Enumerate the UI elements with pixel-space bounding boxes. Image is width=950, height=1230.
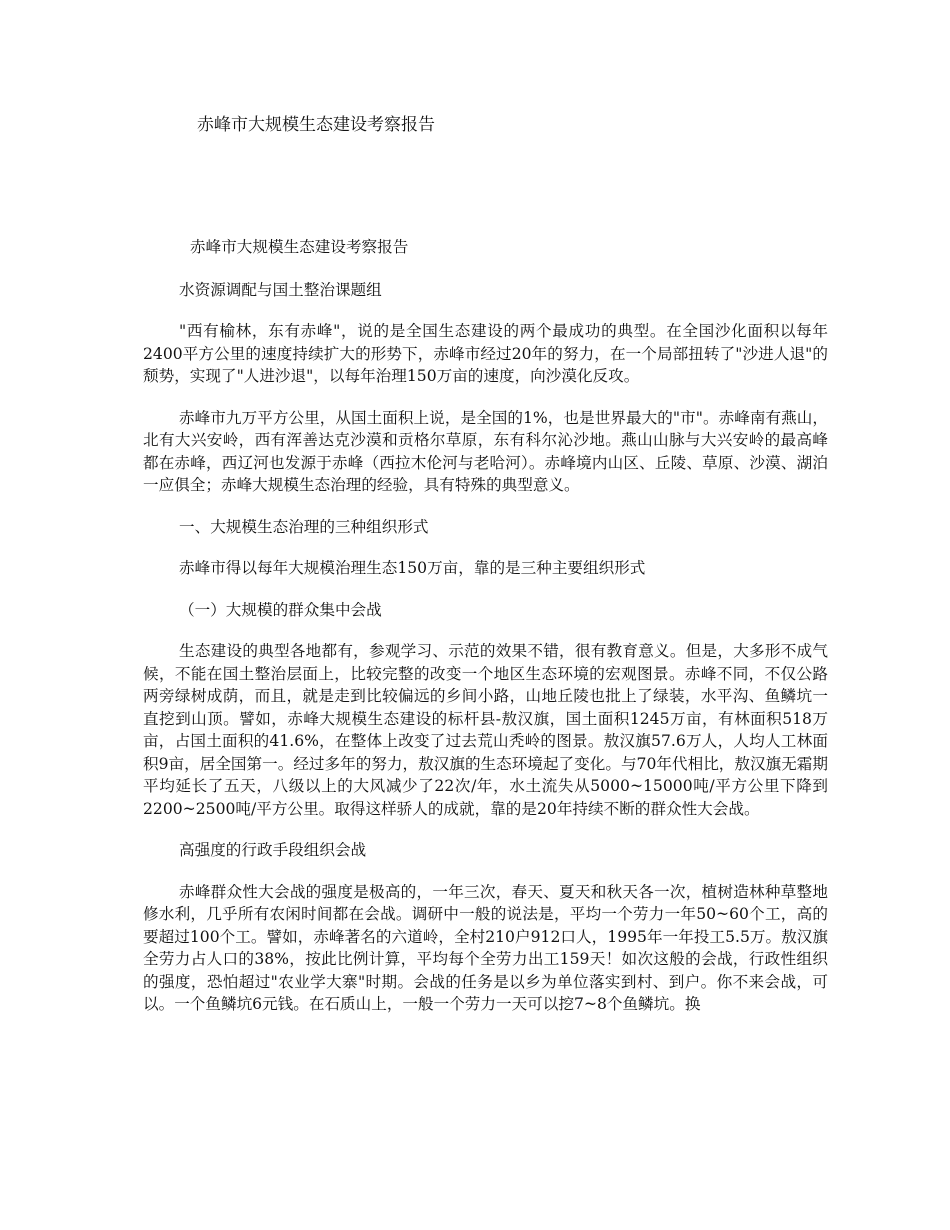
report-author: 水资源调配与国土整治课题组 bbox=[179, 280, 382, 299]
paragraph-geography: 赤峰市九万平方公里，从国土面积上说，是全国的1%，也是世界最大的"市"。赤峰南有燕山，北有大兴安岭，西有浑善达克沙漠和贡格尔草原，东有科尔沁沙地。燕山山脉与大兴安岭的最高峰都在赤峰，西辽河也发源于赤峰（西拉木伦河与老哈河）。赤峰境内山区、丘陵、草原、沙漠、湖泊一应俱全；赤峰大规模生态治理的经验，具有特殊的典型意义。 bbox=[143, 408, 828, 494]
section-intro: 赤峰市得以每年大规模治理生态150万亩，靠的是三种主要组织形式 bbox=[179, 559, 646, 577]
section-heading: 一、大规模生态治理的三种组织形式 bbox=[179, 517, 429, 536]
document-body bbox=[143, 236, 828, 1035]
subsection-paragraph-2: 赤峰群众性大会战的强度是极高的，一年三次，春天、夏天和秋天各一次，植树造林种草整地修水利，几乎所有农闲时间都在会战。调研中一般的说法是，平均一个劳力一年50~60个工，高的要超过100个工。譬如，赤峰著名的六道岭，全村210户912口人，1995年一年投工5.5万。敖汉旗全劳力占人口的38%，按此比例计算，平均每个全劳力出工159天！如次这般的会战，行政性组织的强度，恐怕超过"农业学大寨"时期。会战的任务是以乡为单位落实到村、到户。你不来会战，可以。一个鱼鳞坑6元钱。在石质山上，一般一个劳力一天可以挖7~8个鱼鳞坑。换 bbox=[143, 882, 828, 1013]
paragraph-intro: "西有榆林，东有赤峰"，说的是全国生态建设的两个最成功的典型。在全国沙化面积以每年2400平方公里的速度持续扩大的形势下，赤峰市经过20年的努力，在一个局部扭转了"沙进人退"的颓势，实现了"人进沙退"，以每年治理150万亩的速度，向沙漠化反攻。 bbox=[143, 322, 828, 385]
document-title: 赤峰市大规模生态建设考察报告 bbox=[197, 115, 435, 135]
report-subtitle: 赤峰市大规模生态建设考察报告 bbox=[190, 238, 409, 256]
subsection-heading-2: 高强度的行政手段组织会战 bbox=[179, 841, 367, 859]
subsection-heading: （一）大规模的群众集中会战 bbox=[179, 600, 382, 619]
subsection-paragraph: 生态建设的典型各地都有，参观学习、示范的效果不错，很有教育意义。但是，大多形不成气候，不能在国土整治层面上，比较完整的改变一个地区生态环境的宏观图景。赤峰不同，不仅公路两旁绿树成荫，而且，就是走到比较偏远的乡间小路，山地丘陵也批上了绿装，水平沟、鱼鳞坑一直挖到山顶。譬如，赤峰大规模生态建设的标杆县-敖汉旗，国土面积1245万亩，有林面积518万亩，占国土面积的41.6%，在整体上改变了过去荒山秃岭的图景。敖汉旗57.6万人，人均人工林面积9亩，居全国第一。经过多年的努力，敖汉旗的生态环境起了变化。与70年代相比，敖汉旗无霜期平均延长了五天，八级以上的大风减少了22次/年，水土流失从5000~15000吨/平方公里下降到2200~2500吨/平方公里。取得这样骄人的成就，靠的是20年持续不断的群众性大会战。 bbox=[143, 642, 828, 818]
